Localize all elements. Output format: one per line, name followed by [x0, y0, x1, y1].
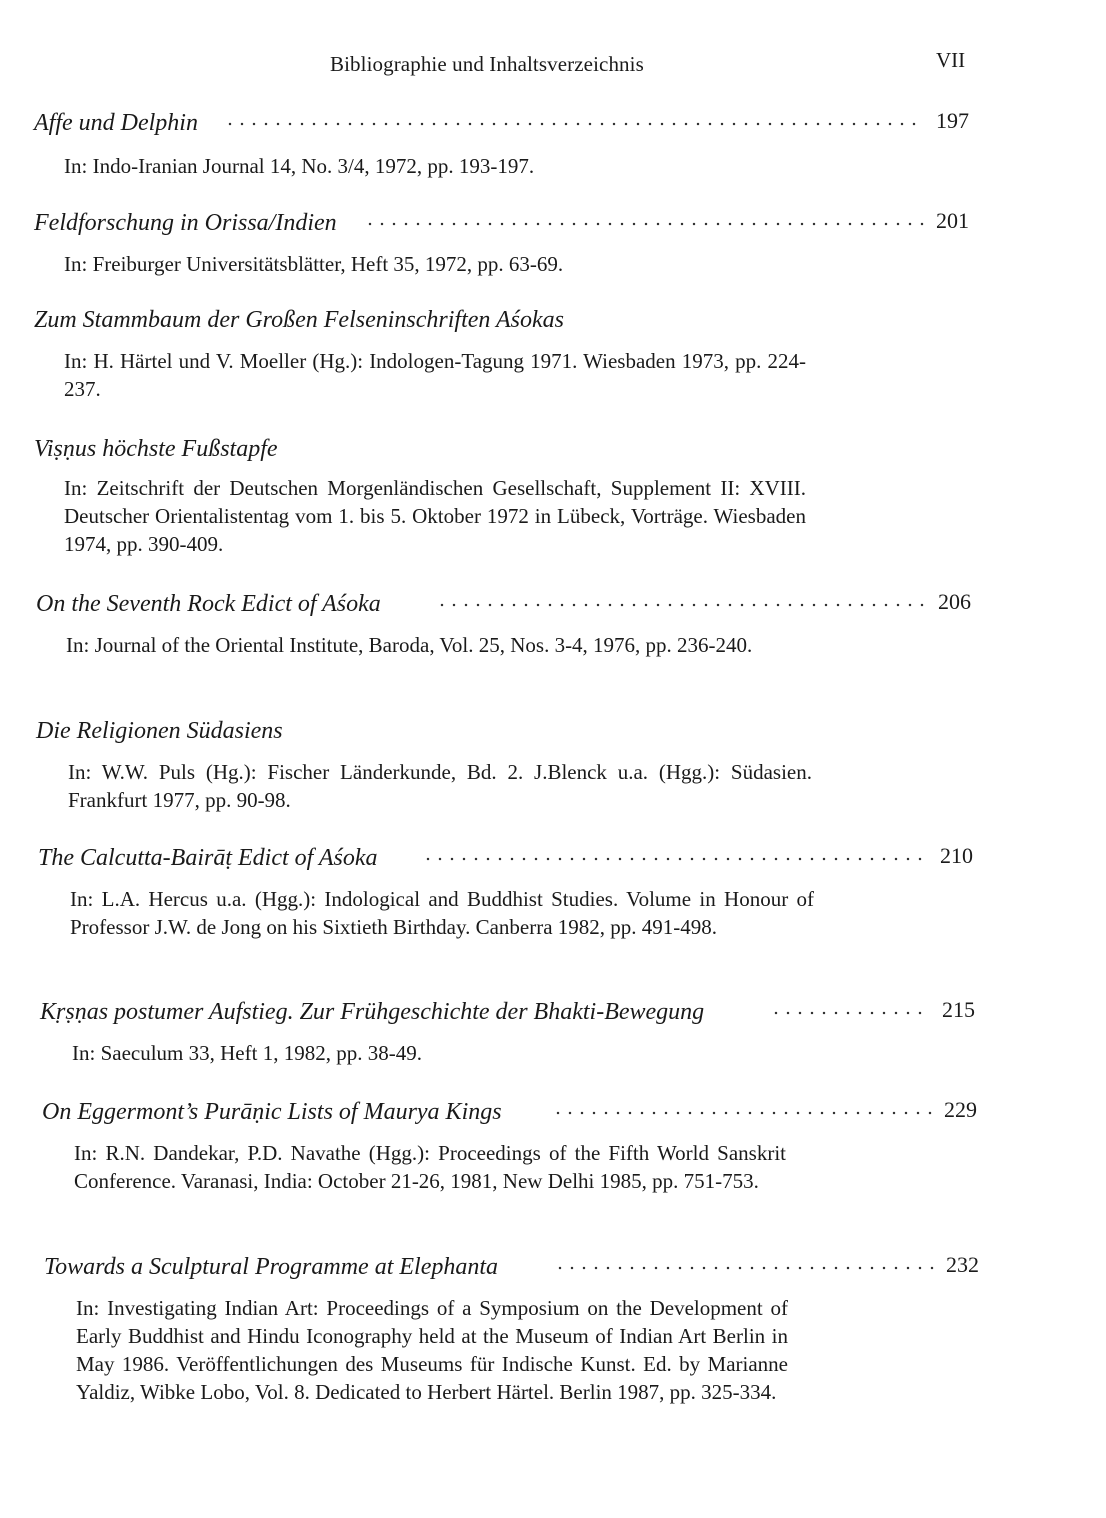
entry-citation: In: W.W. Puls (Hg.): Fischer Länderkunde, Bd. 2. J.Blenck u.a. (Hgg.): Südasien. Frankfurt 1977, pp. 90-98.: [68, 760, 812, 812]
entry-title: Kṛṣṇas postumer Aufstieg. Zur Frühgeschichte der Bhakti-Bewegung: [40, 999, 712, 1026]
entry-citation: In: L.A. Hercus u.a. (Hgg.): Indological and Buddhist Studies. Volume in Honour of Professor J.W. de Jong on his Sixtieth Birthday. Canberra 1982, pp. 491-498.: [70, 887, 814, 939]
toc-entry: [36, 589, 986, 657]
entry-title: Viṣṇus höchste Fußstapfe: [34, 436, 286, 463]
toc-entry: [34, 436, 984, 556]
entry-title-line: [36, 591, 986, 623]
entry-title-line: [34, 210, 984, 242]
entry-citation: In: Investigating Indian Art: Proceedings of a Symposium on the Development of Early Buddhist and Hindu Iconography held at the Museum of Indian Art Berlin in May 1986. Veröffentlichungen des Museums für Indische Kunst. Ed. by Marianne Yaldiz, Wibke Lobo, Vol. 8. Dedicated to Herbert Härtel. Berlin 1987, pp. 325-334.: [76, 1296, 788, 1404]
running-title: Bibliographie und Inhaltsverzeichnis: [330, 52, 644, 76]
entry-title: Feldforschung in Orissa/Indien: [34, 210, 345, 237]
toc-entry: [38, 843, 988, 939]
dot-leader: [436, 603, 926, 607]
toc-entry: [42, 1097, 992, 1193]
entry-citation: In: R.N. Dandekar, P.D. Navathe (Hgg.): Proceedings of the Fifth World Sanskrit Conference. Varanasi, India: October 21-26, 1981, New Delhi 1985, pp. 751-753.: [74, 1141, 786, 1193]
entry-citation: In: Indo-Iranian Journal 14, No. 3/4, 1972, pp. 193-197.: [64, 154, 535, 178]
entry-title: On Eggermont’s Purāṇic Lists of Maurya Kings: [42, 1099, 510, 1126]
toc-entry: [34, 307, 984, 401]
entry-page-number: 232: [940, 1252, 979, 1278]
entry-citation: In: Saeculum 33, Heft 1, 1982, pp. 38-49.: [72, 1041, 422, 1065]
toc-entry: [36, 718, 986, 812]
entry-citation: In: H. Härtel und V. Moeller (Hg.): Indologen-Tagung 1971. Wiesbaden 1973, pp. 224-237.: [64, 349, 806, 401]
entry-title: The Calcutta-Bairāṭ Edict of Aśoka: [38, 845, 386, 872]
entry-page-number: 197: [930, 108, 969, 134]
dot-leader: [770, 1011, 930, 1015]
entry-title-line: [38, 845, 988, 877]
entry-page-number: 229: [938, 1097, 977, 1123]
entry-title-line: [34, 110, 984, 142]
entry-title: Towards a Sculptural Programme at Elephanta: [44, 1254, 506, 1281]
dot-leader: [364, 222, 924, 226]
entry-title-line: [34, 436, 984, 468]
toc-entry: [34, 208, 984, 276]
entry-title-line: [44, 1254, 994, 1286]
entry-citation: In: Freiburger Universitätsblätter, Heft 35, 1972, pp. 63-69.: [64, 252, 564, 276]
entry-page-number: 206: [932, 589, 971, 615]
entry-title-line: [40, 999, 990, 1031]
entry-title: Affe und Delphin: [34, 110, 206, 137]
entry-citation: In: Zeitschrift der Deutschen Morgenländischen Gesellschaft, Supplement II: XVIII. Deutscher Orientalistentag vom 1. bis 5. Oktober 1972 in Lübeck, Vorträge. Wiesbaden 1974, pp. 390-409.: [64, 476, 806, 556]
toc-entry: [40, 997, 990, 1065]
entry-title-line: [34, 307, 984, 339]
entry-page-number: 210: [934, 843, 973, 869]
dot-leader: [224, 122, 924, 126]
entry-title: Zum Stammbaum der Großen Felseninschriften Aśokas: [34, 307, 572, 334]
toc-entry: [34, 108, 984, 178]
entry-title: Die Religionen Südasiens: [36, 718, 291, 745]
dot-leader: [422, 857, 928, 861]
entry-title: On the Seventh Rock Edict of Aśoka: [36, 591, 389, 618]
entry-title-line: [36, 718, 986, 750]
toc-entry: [44, 1252, 994, 1404]
dot-leader: [554, 1266, 934, 1270]
page-number-roman: VII: [936, 48, 966, 72]
entry-title-line: [42, 1099, 992, 1131]
entry-citation: In: Journal of the Oriental Institute, Baroda, Vol. 25, Nos. 3-4, 1976, pp. 236-240.: [66, 633, 753, 657]
entry-page-number: 201: [930, 208, 969, 234]
entry-page-number: 215: [936, 997, 975, 1023]
dot-leader: [552, 1111, 932, 1115]
